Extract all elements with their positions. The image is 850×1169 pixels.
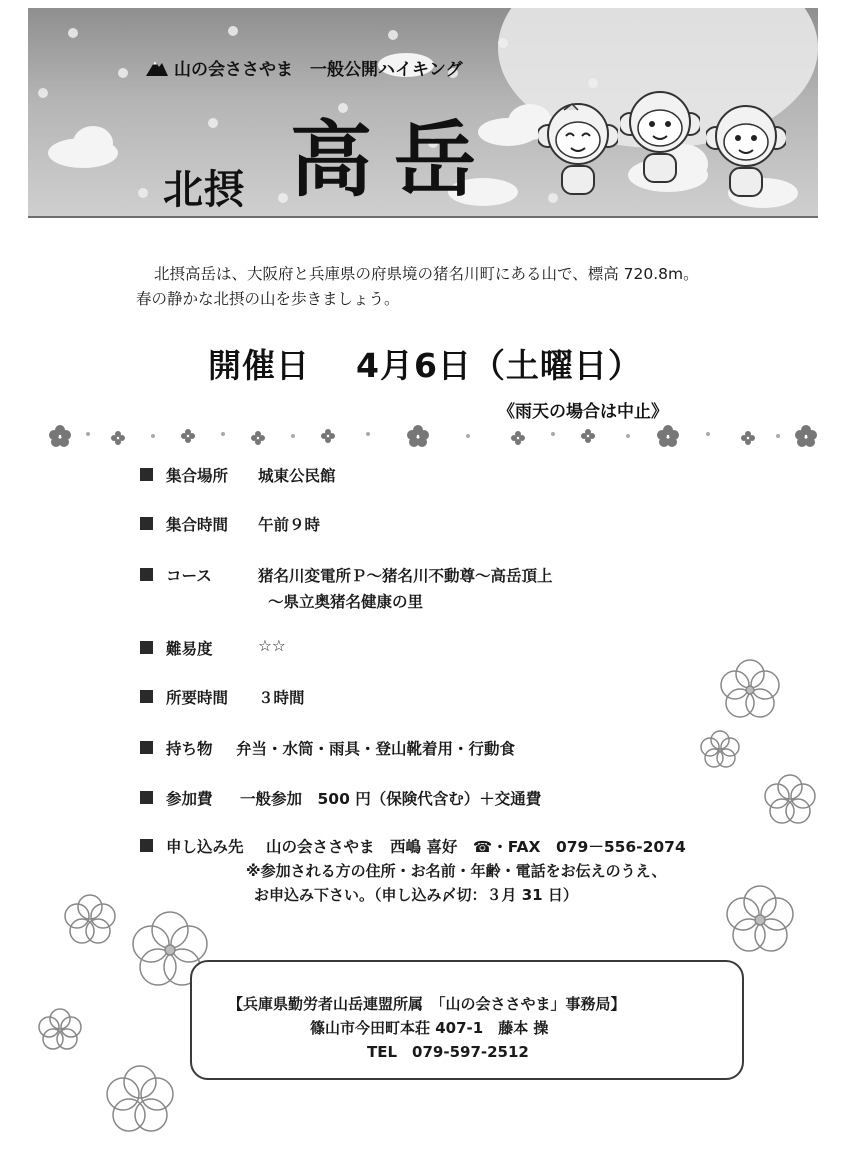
course-route-line: 猪名川変電所Ｐ～猪名川不動尊～高岳頂上 [258, 567, 553, 585]
detail-label: 集合時間 [166, 516, 229, 534]
office-info-box [190, 960, 744, 1080]
detail-label: 参加費 [166, 790, 213, 808]
square-bullet-icon [140, 690, 153, 703]
intro-text [136, 262, 776, 312]
detail-label: 所要時間 [166, 689, 229, 707]
detail-label: 申し込み先 [166, 838, 244, 856]
application-note: ※参加される方の住所・お名前・年齢・電話をお伝えのうえ、 [246, 862, 667, 880]
detail-fee [140, 787, 541, 809]
course-route-line: ～県立奥猪名健康の里 [268, 593, 424, 611]
detail-value: 山の会ささやま 西嶋 喜好 ☎・FAX 079－556-2074 [266, 838, 686, 856]
intro-line: 春の静かな北摂の山を歩きましょう。 [136, 290, 400, 308]
organizer-text: 山の会ささやま 一般公開ハイキング [174, 59, 463, 80]
detail-value: 午前９時 [258, 516, 321, 534]
cherry-blossom-decoration [690, 650, 840, 980]
header-banner [28, 8, 818, 218]
detail-value: 城東公民館 [258, 467, 336, 485]
square-bullet-icon [140, 641, 153, 654]
application-note: お申込み下さい。（申し込み〆切：３月 31 日） [254, 886, 578, 904]
monkey-mascot-icon [538, 96, 618, 206]
event-date [208, 340, 642, 387]
detail-course [140, 564, 553, 612]
event-date-value: 4月6日（土曜日） [356, 346, 642, 385]
detail-duration [140, 686, 305, 708]
detail-value [258, 564, 553, 612]
event-date-label: 開催日 [208, 346, 310, 385]
monkey-mascot-icon [620, 86, 700, 191]
square-bullet-icon [140, 517, 153, 530]
detail-value: 一般参加 500 円（保険代含む）＋交通費 [240, 790, 542, 808]
square-bullet-icon [140, 839, 153, 852]
detail-label: コース [166, 567, 212, 585]
rain-cancel-note: 《雨天の場合は中止》 [498, 402, 668, 422]
detail-label: 持ち物 [166, 740, 213, 758]
monkey-mascot-icon [706, 100, 786, 205]
intro-line: 北摂高岳は、大阪府と兵庫県の府県境の猪名川町にある山で、標高 720.8m。 [154, 265, 699, 283]
detail-difficulty [140, 637, 286, 659]
title-region: 北摂 [163, 167, 245, 213]
detail-meeting-place [140, 464, 336, 486]
detail-label: 難易度 [166, 640, 213, 658]
office-affiliation: 【兵庫県勤労者山岳連盟所属 「山の会ささやま」事務局】 [228, 995, 626, 1013]
difficulty-stars: ☆☆ [258, 637, 286, 655]
detail-value: 弁当・水筒・雨具・登山靴着用・行動食 [236, 740, 516, 758]
detail-meeting-time [140, 513, 320, 535]
square-bullet-icon [140, 741, 153, 754]
square-bullet-icon [140, 468, 153, 481]
mountain-icon [146, 58, 168, 76]
detail-belongings [140, 737, 515, 759]
office-address: 篠山市今田町本荘 407-1 藤本 操 [310, 1019, 549, 1037]
organizer-line [146, 52, 463, 82]
square-bullet-icon [140, 568, 153, 581]
flower-divider-decoration [48, 420, 828, 454]
detail-contact [140, 835, 686, 857]
page-title: 高岳 [290, 113, 499, 208]
detail-value: ３時間 [258, 689, 305, 707]
office-phone: TEL 079-597-2512 [367, 1043, 529, 1061]
detail-label: 集合場所 [166, 467, 229, 485]
square-bullet-icon [140, 791, 153, 804]
